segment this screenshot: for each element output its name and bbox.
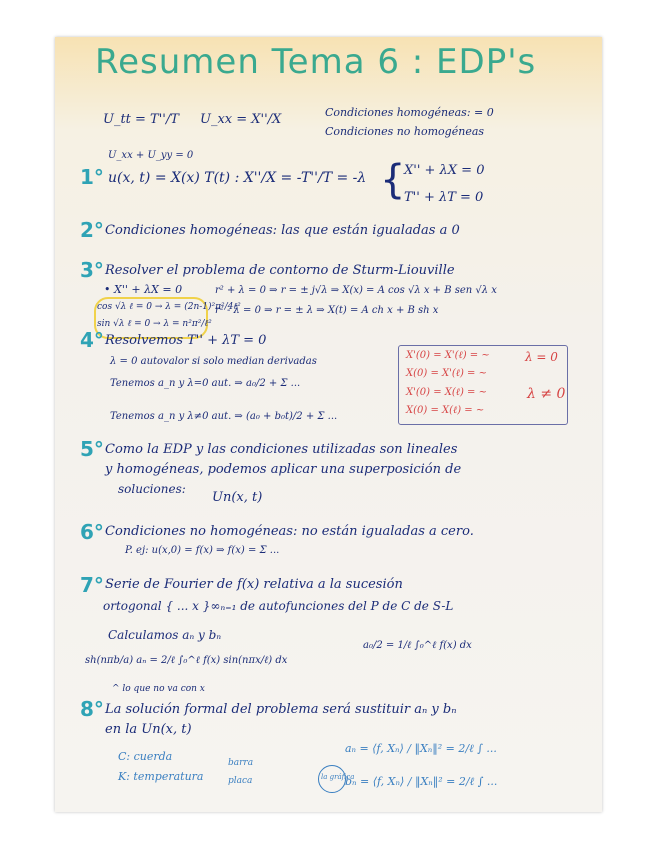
bc-line: X'(0) = X'(ℓ) = ~ [406,350,490,361]
separation-eq: u(x, t) = X(x) T(t) : X''/X = -T''/T = -λ [108,170,367,186]
utt-formula: U_tt = T''/T [103,112,179,127]
section-5-line3: soluciones: [118,482,186,496]
t-ode: T'' + λT = 0 [404,190,484,205]
case-negative: r² - λ = 0 ⇒ r = ± λ ⇒ X(t) = A ch x + B sh x [215,305,439,316]
note-not-x: ^ lo que no va con x [112,684,205,694]
section-3-text: Resolver el problema de contorno de Sturm-Liouville [105,263,455,278]
series-lambda-zero: Tenemos a_n y λ=0 aut. ⇒ a₀/2 + Σ ... [110,378,301,389]
section-5-number: 5° [80,437,104,461]
case-positive: r² + λ = 0 ⇒ r = ± j√λ ⇒ X(x) = A cos √λ x + B sen √λ x [215,285,497,296]
un-function: Un(x, t) [212,490,263,505]
cond-homog-note: Condiciones homogéneas: = 0 [325,106,494,119]
section-1-number: 1° [80,165,104,189]
section-2-number: 2° [80,218,104,242]
section-6-number: 6° [80,520,104,544]
page-title: Resumen Tema 6 : EDP's [95,42,537,82]
section-7-line3: Calculamos aₙ y bₙ [108,628,222,642]
bc-line: X(0) = X(ℓ) = ~ [406,405,485,416]
section-6-example: P. ej: u(x,0) = f(x) ⇒ f(x) = Σ ... [125,545,280,556]
bc-line: X'(0) = X(ℓ) = ~ [406,387,487,398]
an-formula: aₙ = ⟨f, Xₙ⟩ / ‖Xₙ‖² = 2/ℓ ∫ ... [345,742,497,755]
section-7-line1: Serie de Fourier de f(x) relativa a la sucesión [105,577,403,592]
section-2-text: Condiciones homogéneas: las que están igualadas a 0 [105,223,460,238]
section-5-line2: y homogéneas, podemos aplicar una superposición de [105,462,462,477]
laplace-eq: U_xx + U_yy = 0 [108,150,194,161]
bn-formula: bₙ = ⟨f, Xₙ⟩ / ‖Xₙ‖² = 2/ℓ ∫ ... [345,775,498,788]
section-5-line1: Como la EDP y las condiciones utilizadas son lineales [105,442,458,457]
section-3-number: 3° [80,258,104,282]
section-8-line1: La solución formal del problema será sustituir aₙ y bₙ [105,702,457,717]
brace-icon: { [380,157,406,203]
legend-c: C: cuerda [118,750,173,763]
lambda-zero-label: λ = 0 [525,350,558,364]
cond-no-homog-note: Condiciones no homogéneas [325,125,485,138]
an-coefficient: sh(nπb/a) aₙ = 2/ℓ ∫₀^ℓ f(x) sin(nπx/ℓ) dx [85,655,288,666]
legend-k: K: temperatura [118,770,204,783]
section-4-text: Resolvemos T'' + λT = 0 [105,333,267,348]
section-8-line2: en la Un(x, t) [105,722,192,737]
x-ode: X'' + λX = 0 [404,163,485,178]
legend-barra: barra [228,758,254,768]
section-7-number: 7° [80,573,104,597]
a0-coefficient: a₀/2 = 1/ℓ ∫₀^ℓ f(x) dx [363,640,472,651]
section-4-number: 4° [80,328,104,352]
legend-placa: placa [228,776,253,786]
eigen-cos: cos √λ ℓ = 0 → λ = (2n-1)²π²/4ℓ² [97,302,241,312]
lambda-nonzero-label: λ ≠ 0 [527,386,566,402]
section-7-line2: ortogonal { ... x }∞ₙ₌₁ de autofunciones del P de C de S-L [103,599,454,613]
series-lambda-nonzero: Tenemos a_n y λ≠0 aut. ⇒ (a₀ + b₀t)/2 + Σ ... [110,411,338,422]
bc-line: X(0) = X'(ℓ) = ~ [406,368,487,379]
sl-equation: • X'' + λX = 0 [104,283,183,296]
lambda-zero-note: λ = 0 autovalor si solo median derivadas [110,356,317,367]
uxx-formula: U_xx = X''/X [200,112,282,127]
section-8-number: 8° [80,697,104,721]
eigen-sin: sin √λ ℓ = 0 → λ = n²π²/ℓ² [97,319,212,329]
section-6-line1: Condiciones no homogéneas: no están igualadas a cero. [105,524,474,539]
circled-note-text: la gráfica [321,773,355,781]
